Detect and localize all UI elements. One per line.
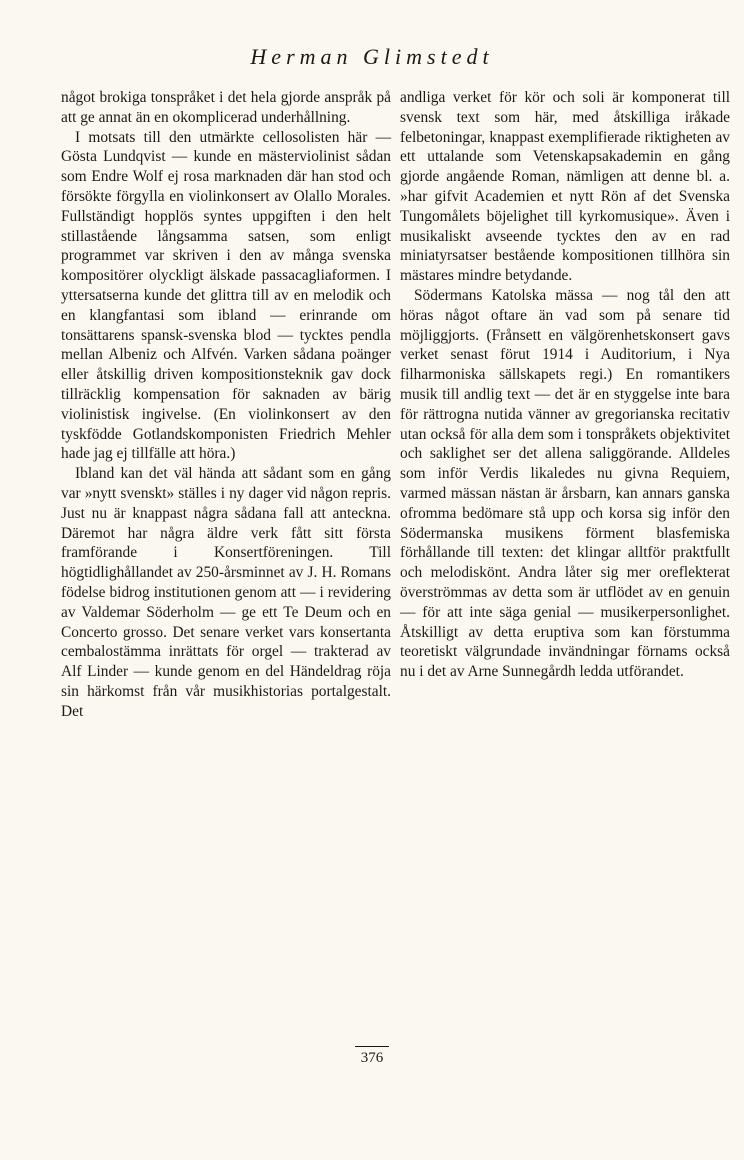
text-column-left: [61, 88, 391, 722]
paragraph: Södermans Katolska mässa — nog tål den att höras något oftare än vad som på senare tid möjliggjorts. (Frånsett en välgörenhetskonsert gavs verket senast förut 1914 i Auditorium, i Nya filharmoniska sällskapets regi.) En romantikers musik till andlig text — det är en styggelse inte bara för rättrogna nutida vänner av gregorianska recitativ utan också för alla dem som i tonspråkets objektivitet och saklighet ser det allena saliggörande. Alldeles som inför Verdis likaledes nu givna Requiem, varmed mässan nästan är årsbarn, kan annars ganska ofromma bedömare stå upp och korsa sig inför den Södermanska musikens förment blasfemiska förhållande till texten: det klingar alltför praktfullt och melodiskönt. Andra låter sig mer oreflekterat överströmmas av detta som är utflödet av en genuin — för att inte säga genial — musikerpersonlighet. Åtskilligt av detta eruptiva som kan förstumma teoretiskt välgrundade invändningar förnams också nu i det av Arne Sunnegårdh ledda utförandet.: [400, 286, 730, 681]
page-number-container: [0, 1050, 744, 1067]
paragraph: Ibland kan det väl hända att sådant som en gång var »nytt svenskt» ställes i ny dager vid någon repris. Just nu är knappast några sådana fall att anteckna. Däremot har några äldre verk fått sitt första framförande i Konsertföreningen. Till högtidlighållandet av 250-årsminnet av J. H. Romans födelse bidrog institutionen genom att — i revidering av Valdemar Söderholm — ge ett Te Deum och en Concerto grosso. Det senare verket vars konsertanta cembalostämma inrättats för orgel — trakterad av Alf Linder — kunde genom en del Händeldrag röja sin härkomst från vår musikhistorias portalgestalt. Det: [61, 465, 391, 720]
page-number: 376: [355, 1046, 390, 1066]
running-head: Herman Glimstedt: [250, 44, 494, 69]
text-column-right: [400, 88, 730, 682]
paragraph: något brokiga tonspråket i det hela gjorde anspråk på att ge annat än en okomplicerad underhållning.: [61, 89, 391, 126]
paragraph: I motsats till den utmärkte cellosolisten här — Gösta Lundqvist — kunde en mästerviolinist sådan som Endre Wolf ej rosa marknaden där han stod och försökte förgylla en violinkonsert av Olallo Morales. Fullständigt hopplös syntes uppgiften i den helt stillastående långsamma satsen, som enligt programmet var skriven i den av många svenska kompositörer olyckligt älskade passacagliaformen. I yttersatserna kunde det glittra till av en melodik och en klangfantasi som ibland — erinrande om tonsättarens spansk-svenska blod — tycktes pendla mellan Albeniz och Alfvén. Varken sådana poänger eller åtskillig driven kompositionsteknik gav dock tillräcklig kompensation för saknaden av bärig violinistisk ingivelse. (En violinkonsert av den tyskfödde Gotlandskomponisten Friedrich Mehler hade jag ej tillfälle att höra.): [61, 128, 391, 463]
paragraph: andliga verket för kör och soli är komponerat till svensk text som här, med åtskilliga iråkade felbetoningar, knappast exemplifierade riktigheten av ett uttalande som Vetenskapsakademin en gång gjorde angående Roman, nämligen att denne bl. a. »har gifvit Academien et nytt Rön af det Svenska Tungomålets böjelighet till kyrkomusique». Även i musikaliskt avseende tycktes den av en rad miniatyrsatser bestående kompositionen tillhöra sin mästares mindre betydande.: [400, 89, 730, 285]
